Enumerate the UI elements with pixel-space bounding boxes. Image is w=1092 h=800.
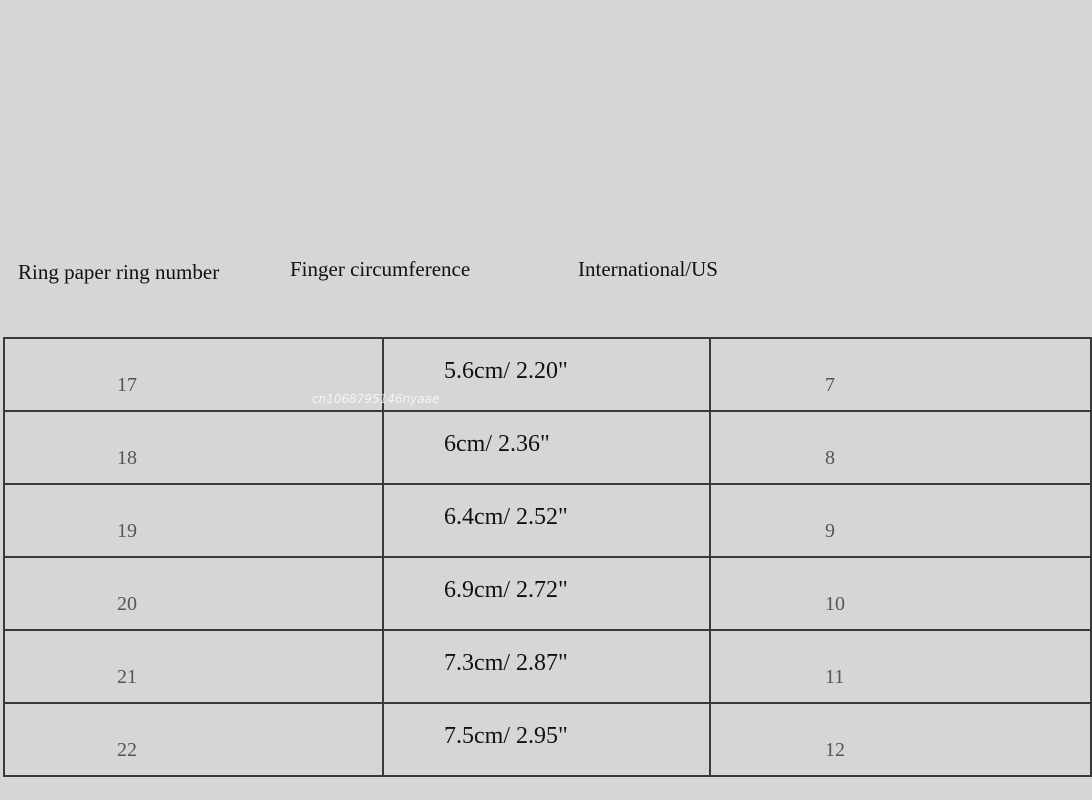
table-row [4,484,1091,557]
table-row [4,703,1091,776]
circumference-cell: 7.3cm/ 2.87" [383,630,710,703]
circumference-cell: 6cm/ 2.36" [383,411,710,484]
header-international-us: International/US [578,257,718,281]
international-size-cell: 8 [710,411,1091,484]
ring-number-cell: 22 [4,703,383,776]
header-ring-number: Ring paper ring number [18,260,220,284]
circumference-cell: 6.9cm/ 2.72" [383,557,710,630]
ring-number-cell: 20 [4,557,383,630]
ring-number-cell: 19 [4,484,383,557]
watermark: cn1068795146nyaae [312,392,440,406]
table-row [4,411,1091,484]
international-size-cell: 11 [710,630,1091,703]
circumference-cell: 7.5cm/ 2.95" [383,703,710,776]
ring-number-cell: 21 [4,630,383,703]
circumference-cell: 6.4cm/ 2.52" [383,484,710,557]
international-size-cell: 9 [710,484,1091,557]
table-row [4,630,1091,703]
circumference-cell: 5.6cm/ 2.20" [383,338,710,411]
table-row [4,338,1091,411]
ring-number-cell: 18 [4,411,383,484]
header-finger-circumference: Finger circumference [290,257,471,281]
ring-number-cell: 17 [4,338,383,411]
international-size-cell: 12 [710,703,1091,776]
table-row [4,557,1091,630]
international-size-cell: 7 [710,338,1091,411]
international-size-cell: 10 [710,557,1091,630]
ring-size-table [3,337,1092,777]
